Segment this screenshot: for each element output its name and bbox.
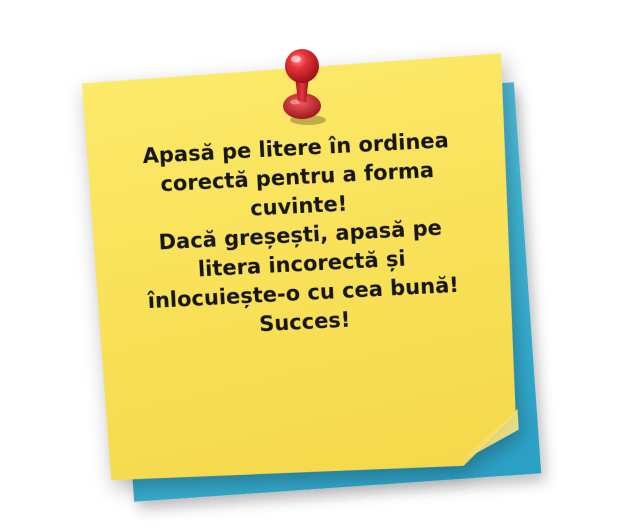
instruction-line: corectă pentru a forma (159, 157, 435, 197)
instruction-line: Dacă greșești, apasă pe (158, 215, 443, 255)
instructions-text (115, 125, 485, 346)
push-pin-icon (262, 40, 342, 130)
instruction-line: Apasă pe litere în ordinea (142, 128, 450, 169)
instruction-line: cuvinte! (249, 191, 348, 221)
instruction-line: litera incorectă și (197, 246, 407, 282)
instruction-line: Succes! (258, 307, 351, 337)
instruction-line: înlocuiește-o cu cea bună! (147, 272, 460, 313)
